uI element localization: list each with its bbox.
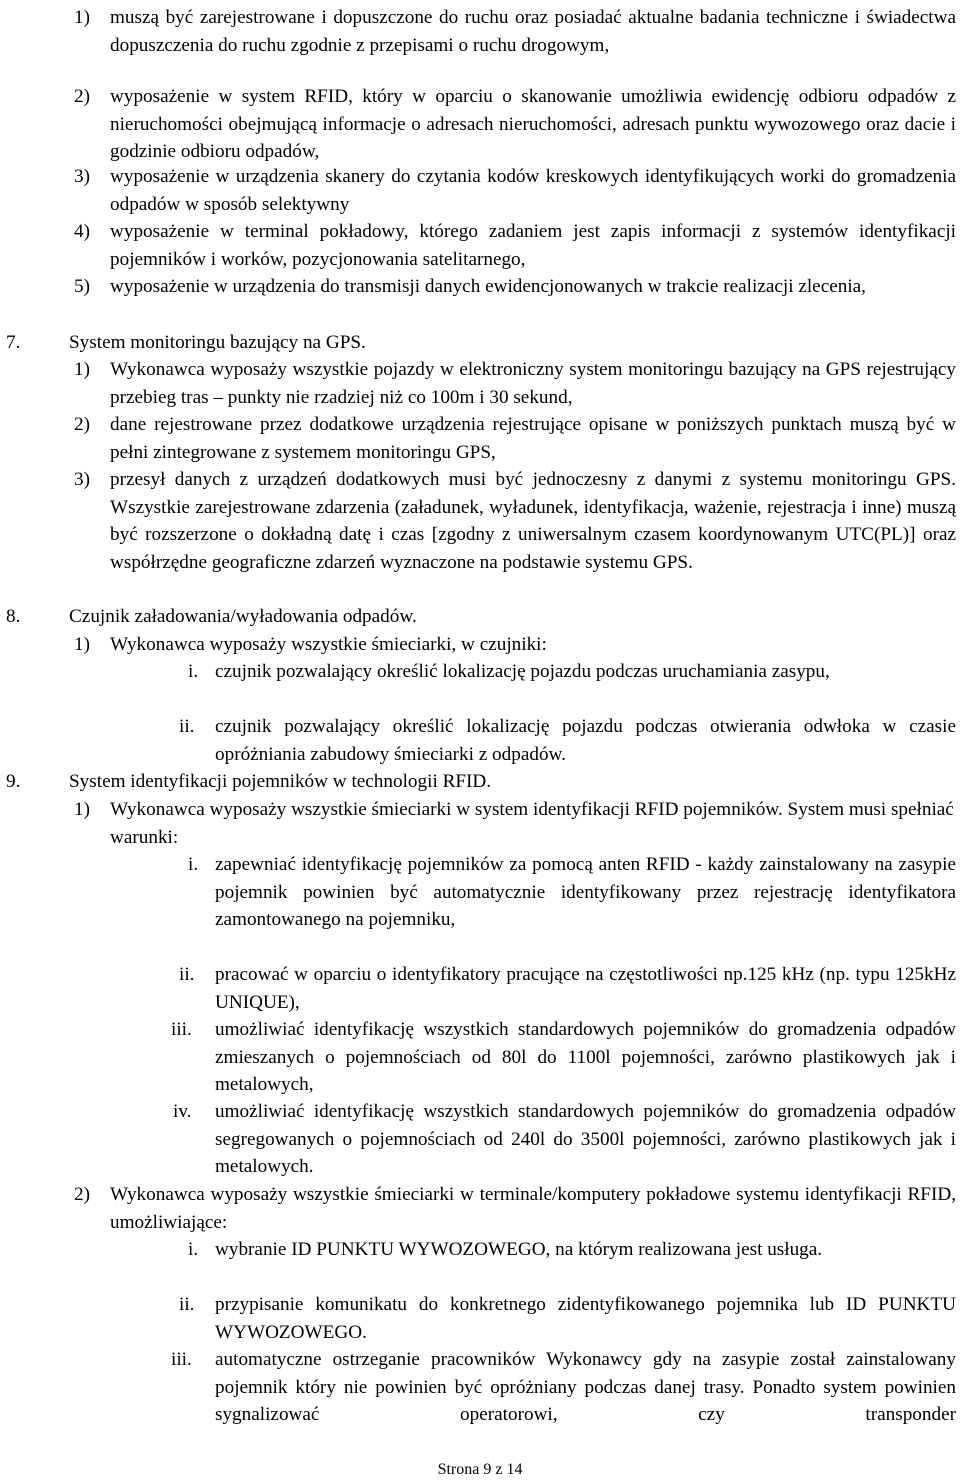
list-item-number: 3) <box>74 469 90 490</box>
sublist-item-number: iv. <box>173 1101 192 1122</box>
sublist-item-text: umożliwiać identyfikację wszystkich standardowych pojemników do gromadzenia odpadów segregowanych o pojemnościach od 240l do 3500l pojemności, zarówno plastikowych jak i metalowych. <box>215 1101 956 1178</box>
list-item-number: 1) <box>74 7 90 28</box>
sublist-item-number: ii. <box>179 1294 195 1315</box>
list-item-number: 2) <box>74 414 90 435</box>
sublist-item-number: iii. <box>171 1019 192 1040</box>
list-item-text: Wykonawca wyposaży wszystkie śmieciarki w terminale/komputery pokładowe systemu identyfikacji RFID, umożliwiające: <box>110 1184 956 1233</box>
sublist-item-text: czujnik pozwalający określić lokalizację pojazdu podczas otwierania odwłoka w czasie opróżniania zabudowy śmieciarki z odpadów. <box>215 716 956 765</box>
list-item-number: 1) <box>74 799 90 820</box>
list-item-text: wyposażenie w system RFID, który w oparciu o skanowanie umożliwia ewidencję odbioru odpadów z nieruchomości obejmującą informacje o adresach nieruchomości, adresach punktu wywozowego oraz dacie i godzinie odbioru odpadów, <box>110 86 956 163</box>
list-item-number: 1) <box>74 634 90 655</box>
page-footer: Strona 9 z 14 <box>437 1461 523 1478</box>
sublist-item-text: umożliwiać identyfikację wszystkich standardowych pojemników do gromadzenia odpadów zmieszanych o pojemnościach od 80l do 1100l pojemności, zarówno plastikowych jak i metalowych, <box>215 1019 956 1096</box>
list-item-text: Wykonawca wyposaży wszystkie śmieciarki, w czujniki: <box>110 634 547 655</box>
sublist-item-text: automatyczne ostrzeganie pracowników Wykonawcy gdy na zasypie został zainstalowany pojemnik który nie powinien być opróżniany podczas danej trasy. Ponadto system powinien sygnalizować operatorowi, czy transponder <box>215 1349 956 1426</box>
list-item-text: muszą być zarejestrowane i dopuszczone do ruchu oraz posiadać aktualne badania techniczne i świadectwa dopuszczenia do ruchu zgodnie z przepisami o ruchu drogowym, <box>110 7 956 56</box>
sublist-item-text: pracować w oparciu o identyfikatory pracujące na częstotliwości np.125 kHz (np. typu 125kHz UNIQUE), <box>215 964 956 1013</box>
list-item-number: 4) <box>74 221 90 242</box>
section-number: 7. <box>6 332 21 353</box>
list-item-number: 2) <box>74 1184 90 1205</box>
list-item-text: Wykonawca wyposaży wszystkie pojazdy w elektroniczny system monitoringu bazujący na GPS rejestrujący przebieg tras – punkty nie rzadziej niż co 100m i 30 sekund, <box>110 359 956 408</box>
list-item-number: 3) <box>74 166 90 187</box>
list-item-text: wyposażenie w terminal pokładowy, którego zadaniem jest zapis informacji z systemów identyfikacji pojemników i worków, pozycjonowania satelitarnego, <box>110 221 956 270</box>
list-item-text: wyposażenie w urządzenia skanery do czytania kodów kreskowych identyfikujących worki do gromadzenia odpadów w sposób selektywny <box>110 166 956 215</box>
sublist-item-number: ii. <box>179 716 195 737</box>
sublist-item-text: wybranie ID PUNKTU WYWOZOWEGO, na którym realizowana jest usługa. <box>215 1239 823 1260</box>
sublist-item-number: i. <box>188 661 199 682</box>
sublist-item-text: czujnik pozwalający określić lokalizację pojazdu podczas uruchamiania zasypu, <box>215 661 830 682</box>
section-number: 9. <box>6 771 21 792</box>
sublist-item-number: i. <box>188 1239 199 1260</box>
sublist-item-number: ii. <box>179 964 195 985</box>
section-number: 8. <box>6 606 21 627</box>
list-item-number: 2) <box>74 86 90 107</box>
list-item-number: 5) <box>74 276 90 297</box>
sublist-item-number: iii. <box>171 1349 192 1370</box>
section-title: System identyfikacji pojemników w technologii RFID. <box>69 771 492 792</box>
list-item-number: 1) <box>74 359 90 380</box>
list-item-text: wyposażenie w urządzenia do transmisji danych ewidencjonowanych w trakcie realizacji zlecenia, <box>110 276 866 297</box>
sublist-item-number: i. <box>188 854 199 875</box>
list-item-text: Wykonawca wyposaży wszystkie śmieciarki w system identyfikacji RFID pojemników. System musi spełniać warunki: <box>110 799 954 848</box>
section-title: System monitoringu bazujący na GPS. <box>69 332 366 353</box>
list-item-text: przesył danych z urządzeń dodatkowych musi być jednoczesny z danymi z systemu monitoringu GPS. Wszystkie zarejestrowane zdarzenia (załadunek, wyładunek, identyfikacja, ważenie, rejestracja i inne) muszą być rozszerzone o dokładną datę i czas [zgodny z uniwersalnym czasem koordynowanym UTC(PL)] oraz współrzędne geograficzne zdarzeń wyznaczone na podstawie systemu GPS. <box>110 469 956 573</box>
sublist-item-text: przypisanie komunikatu do konkretnego zidentyfikowanego pojemnika lub ID PUNKTU WYWOZOWEGO. <box>215 1294 956 1343</box>
section-title: Czujnik załadowania/wyładowania odpadów. <box>69 606 417 627</box>
sublist-item-text: zapewniać identyfikację pojemników za pomocą anten RFID - każdy zainstalowany na zasypie pojemnik powinien być automatycznie identyfikowany przez rejestrację identyfikatora zamontowanego na pojemniku, <box>215 854 956 931</box>
list-item-text: dane rejestrowane przez dodatkowe urządzenia rejestrujące opisane w poniższych punktach muszą być w pełni zintegrowane z systemem monitoringu GPS, <box>110 414 956 463</box>
